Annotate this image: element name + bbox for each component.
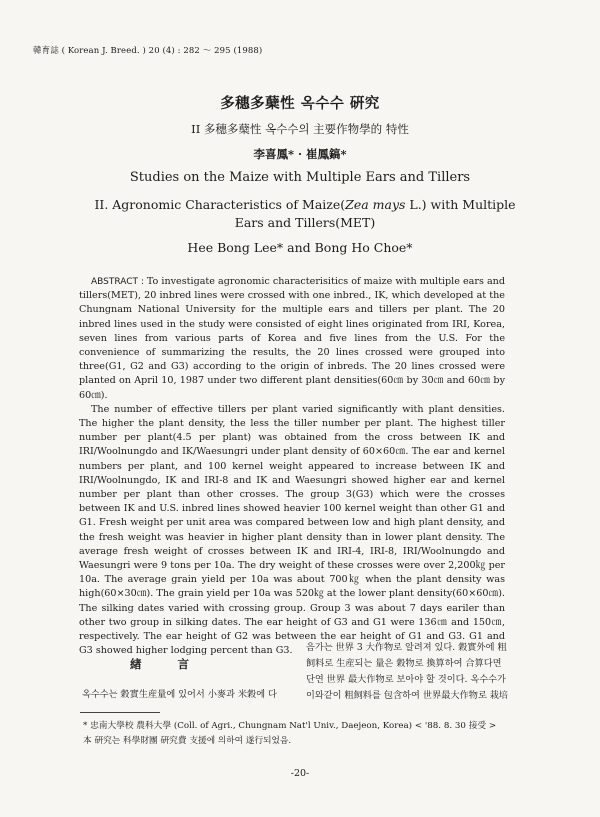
footnote-divider (80, 712, 160, 713)
footnotes (83, 719, 523, 749)
body-right-line: 이와같이 粗飼料를 包含하여 世界最大作物로 栽培 (306, 690, 509, 701)
body-right-line: 飼料로 生産되는 量은 穀物로 換算하여 合算다면 (306, 658, 502, 669)
body-right-line: 음가는 世界 3 大作物로 알려져 있다. 穀實外에 粗 (306, 642, 507, 653)
body-right-column (306, 640, 516, 704)
abstract-label: ABSTRACT : (91, 277, 147, 287)
title-korean: 多穗多蘖性 옥수수 硏究 (220, 95, 380, 112)
subtitle-english (80, 196, 530, 232)
footnote-funding: 本 硏究는 科學財團 硏究費 支援에 의하여 遂行되었음. (83, 736, 292, 746)
abstract-text-1: To investigate agronomic characterisitics of maize with multiple ears and tillers(MET), 20 inbred lines were crossed with one inbred., IK, which developed at the Chungnam National University for the multiple ears and tillers per plant. The 20 inbred lines used in the study were consisted of eight lines originated from IRI, Korea, seven lines from various parts of Korea and five lines from the U.S. For the convenience of summarizing the results, the 20 lines crossed were grouped into three(G1, G2 and G3) according to the origin of inbreds. The 20 lines crossed were planted on April 10, 1987 under two different plant densities(60㎝ by 30㎝ and 60㎝ by 60㎝). (79, 276, 506, 401)
authors-english: Hee Bong Lee* and Bong Ho Choe* (187, 240, 413, 255)
body-left-column: 옥수수는 穀實生産量에 있어서 小麥과 米穀에 다 (82, 689, 277, 700)
footnote-affiliation: * 忠南大學校 農科大學 (Coll. of Agri., Chungnam Nat'l Univ., Daejeon, Korea) < '88. 8. 30 接受 > (83, 721, 497, 731)
page-number: -20- (290, 768, 310, 779)
abstract-paragraph-1 (79, 275, 505, 403)
authors-korean: 李喜鳳* · 崔鳳鎬* (253, 147, 347, 161)
species-name: Zea mays (345, 197, 406, 212)
abstract-paragraph-2: The number of effective tillers per plant varied significantly with plant densities. The higher the plant density, the less the tiller number per plant. The highest tiller number per plant(4.5 per plant) was obtained from the cross between IK and IRI/Woolnungdo and IK/Waesungri under plant density of 60×60㎝. The ear and kernel numbers per plant, and 100 kernel weight appeared to increase between IK and IRI/Woolnungdo, IK and IRI-8 and IK and Waesungri showed higher ear and kernel number per plant than other crosses. The group 3(G3) which were the crosses between IK and U.S. inbred lines showed heavier 100 kernel weight than other G1 and G1. Fresh weight per unit area was compared between low and high plant density, and the fresh weight was heavier in higher plant density than in lower plant density. The average fresh weight of crosses between IK and IRI-4, IRI-8, IRI/Woolnungdo and Waesungri were 9 tons per 10a. The dry weight of these crosses were over 2,200㎏ per 10a. The average grain yield per 10a was about 700㎏ when the plant density was high(60×30㎝). The grain yield per 10a was 520㎏ at the lower plant density(60×60㎝). The silking dates varied with crossing group. Group 3 was about 7 days eariler than other two group in silking dates. The ear height of G3 and G1 were 136㎝ and 150㎝, respectively. The ear height of G2 was between the ear height of G1 and G3. G1 and G3 showed higher lodging percent than G3. (79, 403, 505, 657)
subtitle-english-prefix: II. Agronomic Characteristics of Maize( (94, 197, 346, 212)
subtitle-korean: II 多穗多蘖性 옥수수의 主要作物學的 特性 (191, 122, 409, 136)
abstract (79, 275, 505, 658)
subtitle-english-suffix: L.) with Multiple Ears and Tillers(MET) (234, 197, 516, 230)
title-english: Studies on the Maize with Multiple Ears and Tillers (129, 170, 471, 185)
body-right-line: 단연 世界 最大作物로 보아야 할 것이다. 옥수수가 (306, 674, 506, 685)
journal-citation: 韓育誌 ( Korean J. Breed. ) 20 (4) : 282 ～ 295 (1988) (33, 46, 263, 56)
section-heading-introduction: 緖言 (130, 657, 225, 671)
